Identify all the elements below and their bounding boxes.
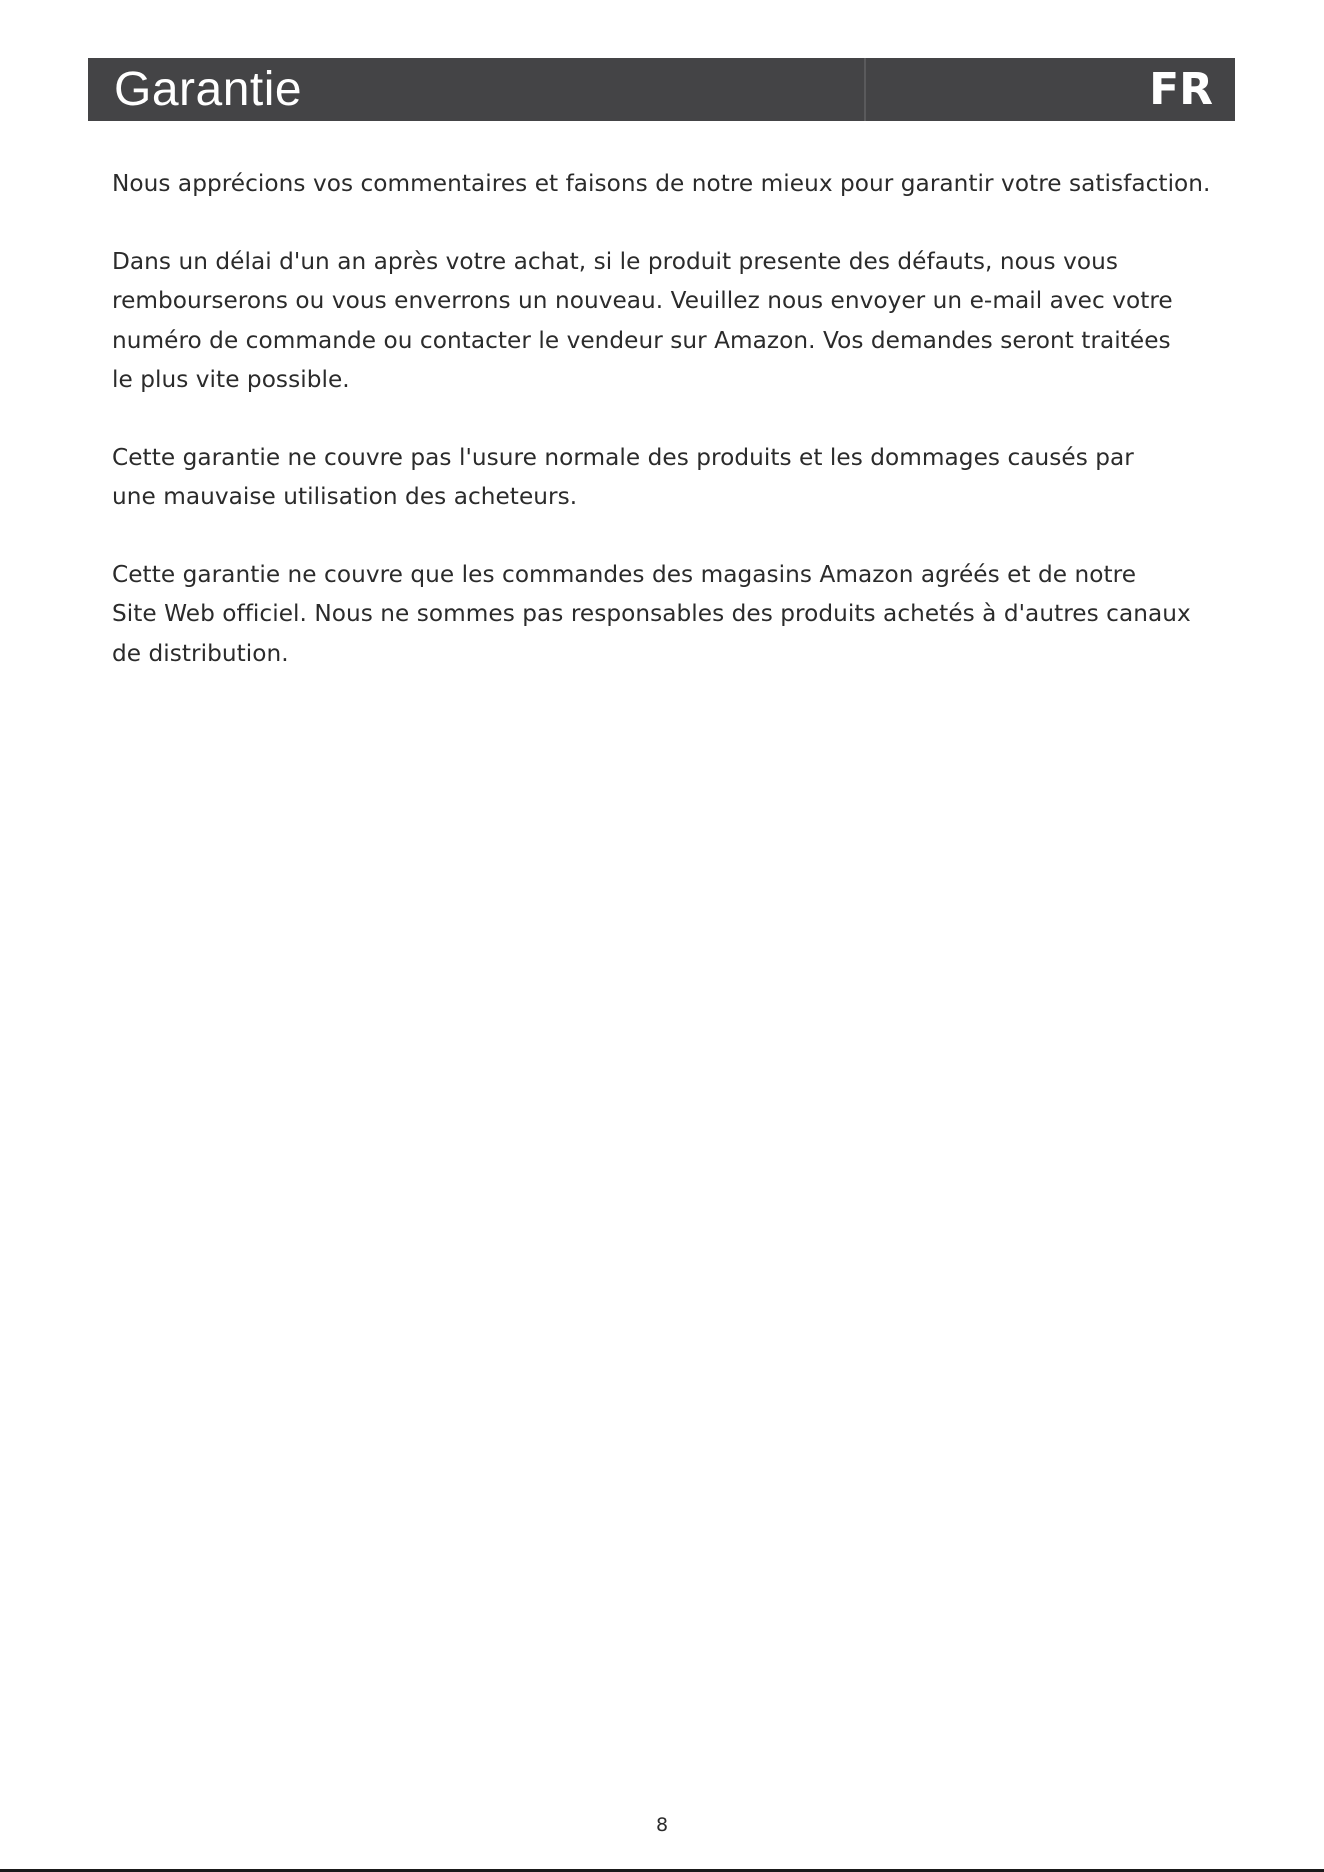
- paragraph-coverage-scope: Cette garantie ne couvre que les commandes des magasins Amazon agréés et de notre Site Web officiel. Nous ne sommes pas responsables des produits achetés à d'autres canaux de distribution.: [112, 560, 1191, 667]
- language-code: FR: [1149, 64, 1213, 115]
- paragraph-refund-policy: Dans un délai d'un an après votre achat, si le produit presente des défauts, nous vous rembourserons ou vous enverrons un nouveau. Veuillez nous envoyer un e-mail avec votre numéro de commande ou contacter le vendeur sur Amazon. Vos demandes seront traitées le plus vite possible.: [112, 247, 1173, 393]
- page-title: Garantie: [114, 63, 303, 116]
- paragraph-exclusions: Cette garantie ne couvre pas l'usure normale des produits et les dommages causés par une mauvaise utilisation des acheteurs.: [112, 443, 1134, 510]
- header-language-panel: [866, 58, 1235, 121]
- section-header: [88, 58, 1235, 121]
- warranty-body: [112, 164, 1232, 711]
- paragraph-satisfaction: Nous apprécions vos commentaires et faisons de notre mieux pour garantir votre satisfaction.: [112, 170, 1211, 197]
- header-title-panel: [88, 58, 864, 121]
- page-number: 8: [655, 1814, 669, 1836]
